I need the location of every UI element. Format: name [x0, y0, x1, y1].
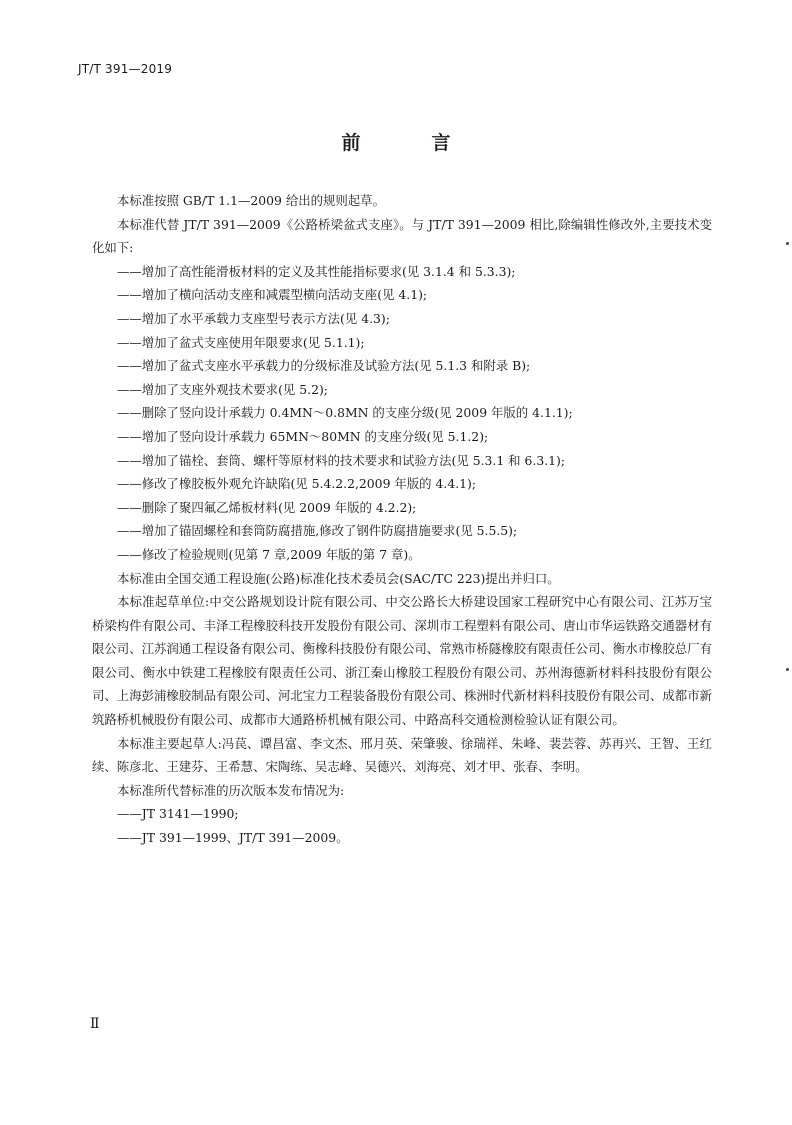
list-item: ——增加了支座外观技术要求(见 5.2);	[117, 381, 328, 397]
committee-paragraph: 本标准由全国交通工程设施(公路)标准化技术委员会(SAC/TC 223)提出并归口。	[117, 570, 560, 586]
scan-dot-mark	[786, 242, 789, 245]
list-item: ——删除了竖向设计承载力 0.4MN～0.8MN 的支座分级(见 2009 年版的 4.1.1);	[117, 405, 573, 421]
list-item: ——修改了橡胶板外观允许缺陷(见 5.4.2.2,2009 年版的 4.4.1);	[117, 476, 477, 492]
page-number: Ⅱ	[90, 1016, 100, 1032]
list-item: ——增加了横向活动支座和减震型横向活动支座(见 4.1);	[117, 287, 428, 303]
page-title: 前 言	[341, 132, 477, 154]
history-list	[92, 802, 712, 849]
list-item: ——删除了聚四氟乙烯板材料(见 2009 年版的 4.2.2);	[117, 499, 417, 515]
replacement-paragraph: 本标准代替 JT/T 391—2009《公路桥梁盆式支座》。与 JT/T 391—2009 相比,除编辑性修改外,主要技术变化如下:	[92, 216, 712, 256]
changes-list	[92, 260, 712, 567]
list-item: ——修改了检验规则(见第 7 章,2009 年版的第 7 章)。	[117, 546, 421, 562]
document-body	[92, 189, 712, 850]
scan-dot-mark	[786, 668, 789, 671]
list-item: ——增加了高性能滑板材料的定义及其性能指标要求(见 3.1.4 和 5.3.3);	[117, 263, 516, 279]
list-item: ——增加了水平承载力支座型号表示方法(见 4.3);	[117, 310, 390, 326]
history-intro-paragraph: 本标准所代替标准的历次版本发布情况为:	[117, 782, 345, 798]
list-item: ——JT 391—1999、JT/T 391—2009。	[117, 830, 349, 846]
list-item: ——JT 3141—1990;	[117, 806, 239, 822]
list-item: ——增加了盆式支座使用年限要求(见 5.1.1);	[117, 334, 365, 350]
list-item: ——增加了竖向设计承载力 65MN～80MN 的支座分级(见 5.1.2);	[117, 428, 489, 444]
list-item: ——增加了锚栓、套筒、螺杆等原材料的技术要求和试验方法(见 5.3.1 和 6.3.1);	[117, 452, 566, 468]
list-item: ——增加了盆式支座水平承载力的分级标准及试验方法(见 5.1.3 和附录 B);	[117, 358, 531, 374]
drafters-paragraph: 本标准主要起草人:冯苠、谭昌富、李文杰、邢月英、荣肇骏、徐瑞祥、朱峰、裴芸蓉、苏再兴、王智、王红续、陈彦北、王建芬、王希慧、宋陶练、吴志峰、吴德兴、刘海亮、刘才甲、张春、李明。	[92, 735, 712, 775]
list-item: ——增加了锚固螺栓和套筒防腐措施,修改了钢件防腐措施要求(见 5.5.5);	[117, 523, 518, 539]
document-code: JT/T 391—2019	[78, 62, 173, 76]
drafting-rules-paragraph: 本标准按照 GB/T 1.1—2009 给出的规则起草。	[117, 193, 385, 208]
drafting-units-paragraph: 本标准起草单位:中交公路规划设计院有限公司、中交公路长大桥建设国家工程研究中心有限公司、江苏万宝桥梁构件有限公司、丰泽工程橡胶科技开发股份有限公司、深圳市工程塑料有限公司、唐山市华运铁路交通器材有限公司、江苏润通工程设备有限公司、衡橡科技股份有限公司、常熟市桥隧橡胶有限责任公司、衡水市橡胶总厂有限公司、衡水中铁建工程橡胶有限责任公司、浙江秦山橡胶工程股份有限公司、苏州海德新材料科技股份有限公司、上海彭浦橡胶制品有限公司、河北宝力工程装备股份有限公司、株洲时代新材料科技股份有限公司、成都市新筑路桥机械股份有限公司、成都市大通路桥机械有限公司、中路高科交通检测检验认证有限公司。	[92, 594, 712, 728]
